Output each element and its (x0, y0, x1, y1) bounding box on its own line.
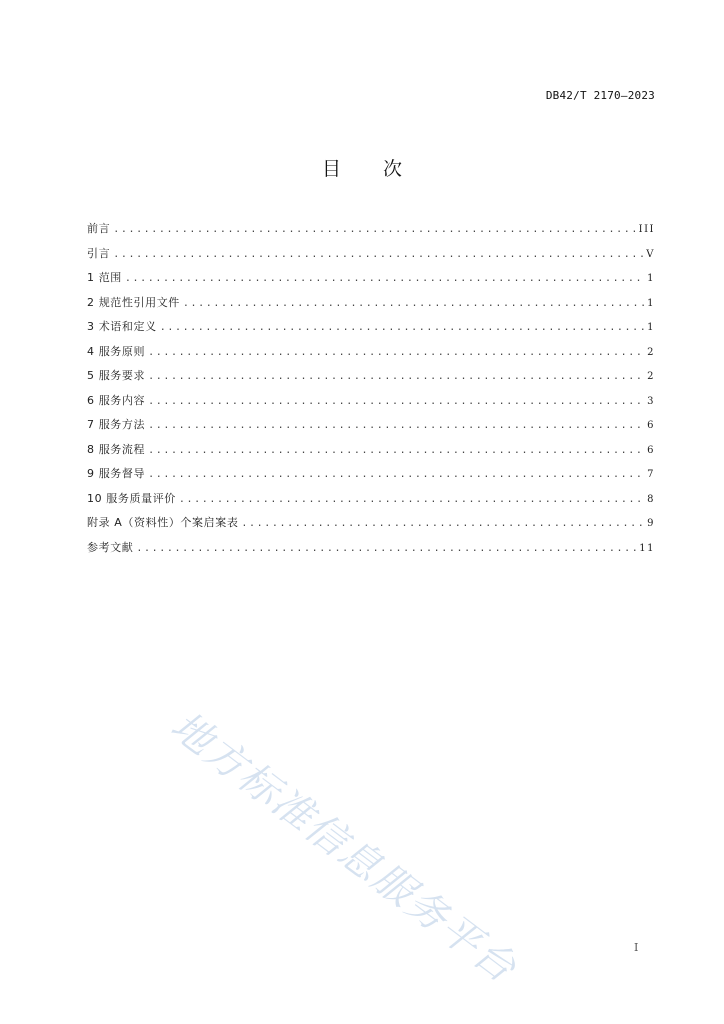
toc-entry-page: 1 (647, 297, 655, 309)
leader-dots (148, 420, 645, 431)
toc-entry-page: 1 (647, 322, 655, 333)
leader-dots (125, 273, 645, 284)
leader-dots (148, 396, 645, 407)
toc-entry-label: 2 规范性引用文件 (87, 295, 180, 309)
leader-dots (183, 298, 645, 309)
toc-entry-label: 3 术语和定义 (87, 320, 157, 333)
table-of-contents (87, 220, 655, 563)
leader-dots (113, 249, 644, 260)
toc-entry-page: 2 (647, 346, 655, 358)
toc-entry[interactable] (87, 269, 655, 294)
toc-entry-label: 引言 (87, 246, 111, 260)
toc-entry[interactable] (87, 392, 655, 417)
toc-entry[interactable] (87, 220, 655, 245)
page-title (0, 154, 724, 181)
toc-entry-label: 附录 A（资料性）个案启案表 (87, 516, 239, 529)
leader-dots (148, 347, 645, 358)
toc-entry[interactable] (87, 514, 655, 539)
toc-entry-page: 6 (647, 420, 655, 431)
title-char-2: 次 (383, 158, 403, 180)
page-number: I (634, 941, 639, 954)
toc-entry-page: 3 (647, 395, 655, 407)
toc-entry[interactable] (87, 318, 655, 343)
document-code: DB42/T 2170—2023 (545, 89, 655, 102)
toc-entry-page: 6 (647, 444, 655, 456)
toc-entry-label: 7 服务方法 (87, 418, 146, 431)
toc-entry-page: 11 (639, 542, 655, 554)
toc-entry-label: 8 服务流程 (87, 442, 146, 456)
toc-entry[interactable] (87, 367, 655, 392)
leader-dots (136, 543, 637, 554)
toc-entry-label: 9 服务督导 (87, 467, 146, 480)
toc-entry-page: 9 (647, 518, 655, 529)
toc-entry[interactable] (87, 294, 655, 319)
toc-entry[interactable] (87, 465, 655, 490)
toc-entry-page: 1 (647, 273, 655, 284)
toc-entry[interactable] (87, 441, 655, 466)
toc-entry-label: 4 服务原则 (87, 344, 146, 358)
toc-entry-label: 6 服务内容 (87, 393, 146, 407)
toc-entry-label: 10 服务质量评价 (87, 491, 176, 505)
toc-entry-page: 2 (647, 371, 655, 382)
toc-entry-page: 7 (647, 469, 655, 480)
leader-dots (148, 445, 645, 456)
leader-dots (241, 518, 645, 529)
toc-entry-label: 前言 (87, 222, 111, 235)
toc-entry[interactable] (87, 343, 655, 368)
toc-entry[interactable] (87, 539, 655, 564)
toc-entry-label: 5 服务要求 (87, 369, 146, 382)
leader-dots (113, 224, 636, 235)
toc-entry-page: V (646, 248, 655, 260)
watermark: 地方标准信息服务平台 (162, 702, 526, 993)
toc-entry-label: 参考文献 (87, 540, 134, 554)
toc-entry-page: III (638, 224, 655, 235)
leader-dots (148, 371, 645, 382)
leader-dots (179, 494, 645, 505)
toc-entry-label: 1 范围 (87, 271, 122, 284)
leader-dots (160, 322, 645, 333)
toc-entry[interactable] (87, 245, 655, 270)
toc-entry[interactable] (87, 490, 655, 515)
leader-dots (148, 469, 645, 480)
toc-entry[interactable] (87, 416, 655, 441)
toc-entry-page: 8 (647, 493, 655, 505)
title-char-1: 目 (321, 158, 341, 180)
